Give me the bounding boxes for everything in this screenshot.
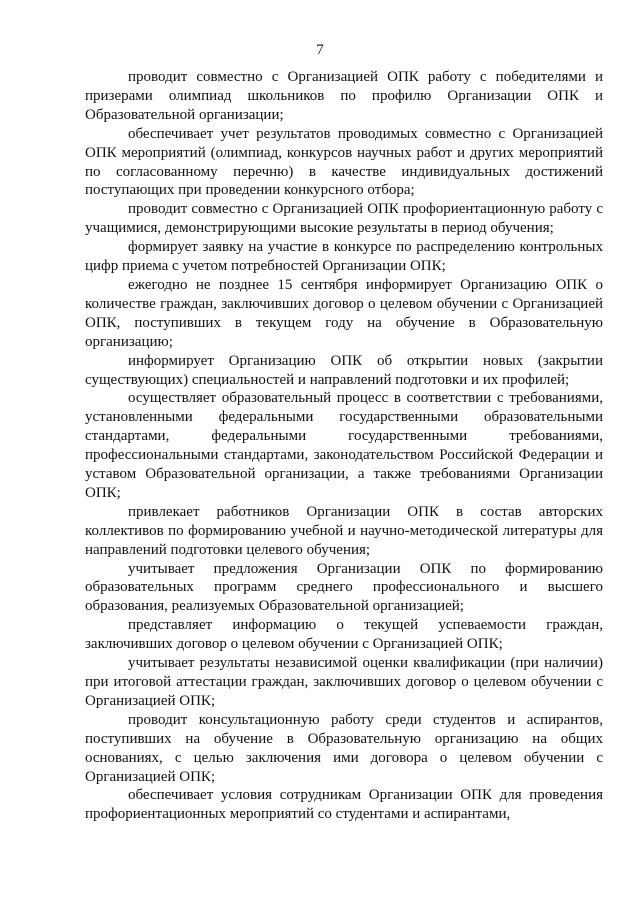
paragraph-authors-collectives: привлекает работников Организации ОПК в состав авторских коллективов по формированию учебной и научно-методической литературы для направлений подготовки целевого обучения; — [85, 503, 603, 558]
paragraph-olympiad-winners: проводит совместно с Организацией ОПК работу с победителями и призерами олимпиад школьников по профилю Организации ОПК и Образовательной организации; — [85, 69, 603, 123]
page-number: 7 — [316, 42, 324, 58]
paragraph-qualification-assessment: учитывает результаты независимой оценки квалификации (при наличии) при итоговой аттестации граждан, заключивших договор о целевом обучении с Организацией ОПК; — [85, 655, 603, 709]
paragraph-annual-informing: ежегодно не позднее 15 сентября информирует Организацию ОПК о количестве граждан, заключивших договор о целевом обучении с Организацией ОПК, поступивших в текущем году на обучение в Образовательную организацию; — [85, 276, 603, 350]
paragraph-progress-information: представляет информацию о текущей успеваемости граждан, заключивших договор о целевом обучении с Организацией ОПК; — [85, 617, 603, 653]
paragraph-contest-application: формирует заявку на участие в конкурсе по распределению контрольных цифр приема с учетом потребностей Организации ОПК; — [85, 239, 603, 275]
paragraph-achievements-accounting: обеспечивает учет результатов проводимых совместно с Организацией ОПК мероприятий (олимпиад, конкурсов научных работ и других мероприятий по согласованному перечню) в качестве индивидуальных достижений поступающих при проведении конкурсного отбора; — [85, 125, 603, 199]
paragraph-conditions-provision: обеспечивает условия сотрудникам Организации ОПК для проведения профориентационных мероприятий со студентами и аспирантами, — [85, 787, 603, 823]
document-body — [85, 68, 603, 824]
paragraph-program-proposals: учитывает предложения Организации ОПК по формированию образовательных программ среднего профессионального и высшего образования, реализуемых Образовательной организацией; — [85, 560, 603, 615]
paragraph-career-guidance: проводит совместно с Организацией ОПК профориентационную работу с учащимися, демонстрирующими высокие результаты в период обучения; — [85, 201, 603, 237]
paragraph-consulting-work: проводит консультационную работу среди студентов и аспирантов, поступивших на обучение в Образовательную организацию на общих основаниях, с целью заключения ими договора о целевом обучении с Организацией ОПК; — [85, 711, 603, 785]
paragraph-educational-process: осуществляет образовательный процесс в соответствии с требованиями, установленными федеральными государственными образовательными стандартами, федеральными государственными требованиями, профессиональными стандартами, законодательством Российской Федерации и уставом Образовательной организации, а также требованиями Организации ОПК; — [85, 390, 603, 501]
paragraph-specialties-informing: информирует Организацию ОПК об открытии новых (закрытии существующих) специальностей и направлений подготовки и их профилей; — [85, 352, 603, 388]
